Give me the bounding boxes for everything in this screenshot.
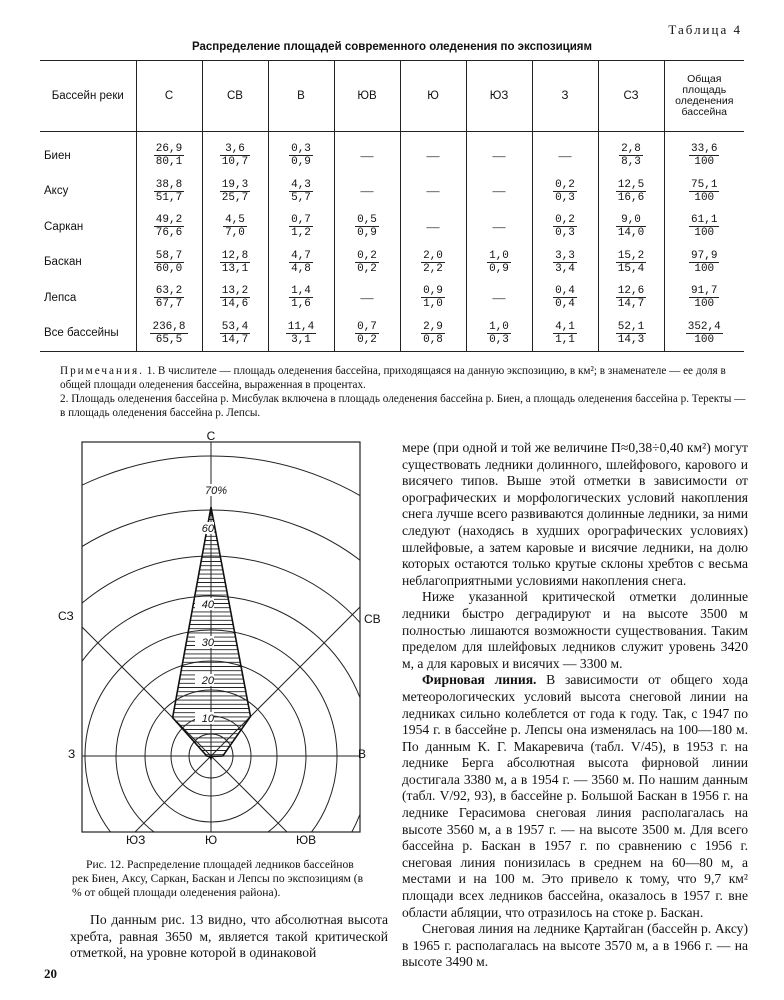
area-percent: 1,6 — [291, 298, 311, 311]
area-fraction — [421, 250, 445, 275]
area-percent: 0,8 — [423, 333, 443, 346]
paragraph-critical-level: мере (при одной и той же величине П≈0,38÷0,40 км²) могут существовать ледники долинного, шлейфового, карового и висячего типов. Выше этой отметки в зависимости от орографических и морфологических условий накопления снега лучше всего развиваются долинные ледники, за ними следуют (находясь в худших орографических условиях) шлейфовые, а затем каровые и висячие ледники, на долю которых остаются только крутые склоны хребтов с весьма неблагоприятными условиями накопления снега. — [402, 440, 748, 588]
area-fraction — [154, 285, 184, 310]
area-percent: 0,2 — [357, 333, 377, 346]
left-column — [70, 912, 388, 962]
note-2-text: 2. Площадь оледенения бассейна р. Мисбулак включена в площадь оледенения бассейна р. Биен, а площадь оледенения бассейна р. Теректы — в площадь оледенения бассейна р. Лепсы. — [60, 393, 746, 419]
column-header: Бассейн реки — [40, 61, 136, 132]
table-cell — [466, 132, 532, 174]
area-fraction — [154, 179, 184, 204]
table-cell — [400, 174, 466, 210]
area-fraction — [553, 250, 577, 275]
table-note-2 — [60, 392, 750, 420]
area-km2: 53,4 — [221, 320, 249, 333]
area-fraction — [289, 285, 313, 310]
area-percent: 80,1 — [155, 156, 183, 169]
table-cell — [598, 174, 664, 210]
area-fraction — [355, 214, 379, 239]
area-km2: 4,3 — [291, 178, 311, 191]
basin-name: Лепса — [44, 291, 77, 304]
area-percent: 4,8 — [291, 262, 311, 275]
table-cell — [202, 280, 268, 316]
area-km2: 3,6 — [220, 143, 250, 156]
ring-label: 70% — [205, 485, 228, 497]
table-cell — [202, 174, 268, 210]
table-cell — [400, 132, 466, 174]
area-fraction — [150, 321, 187, 346]
area-percent: 100 — [694, 156, 715, 169]
area-km2: 0,7 — [291, 214, 311, 227]
area-km2: 97,9 — [691, 249, 718, 262]
area-km2: 0,2 — [555, 214, 575, 227]
empty-cell-dash: — — [492, 218, 506, 234]
area-km2: 4,1 — [555, 320, 575, 333]
area-km2: 4,5 — [225, 214, 245, 227]
table-cell — [664, 174, 744, 210]
area-percent: 3,1 — [291, 333, 311, 346]
area-percent: 0,9 — [291, 156, 311, 169]
area-km2: 49,2 — [155, 214, 183, 227]
area-fraction — [553, 285, 577, 310]
ring-label: 10 — [201, 713, 214, 725]
firn-line-text: В зависимости от общего хода метеорологических условий высота снеговой линии на ледниках сильно колеблется от года к году. Так, с 1947 по 1954 г. в бассейне р. Лепсы она изменялась на 100—180 м. По данным К. Г. Макаревича (табл. V/45), в 1953 г. на леднике Берга абсолютная высота фирновой линии достигала 3380 м, а в 1954 г. — 3560 м. По нашим данным (табл. V/92, 93), в бассейне р. Большой Баскан в 1956 г. на леднике Герасимова снеговая линия располагалась на высоте 3560 м, а в 1957 г. — на высоте 3500 м. Для всего бассейна р. Баскан в 1957 г. по сравнению с 1956 г. снеговая линия понизилась в среднем на 60—80 м, а местами и на 100 м. Это привело к тому, что 9,7 км² площади всех ледников бассейна, оказалось в 1957 г. вне области абляции, что отразилось на стоке р. Баскан. — [402, 672, 748, 920]
area-km2: 38,8 — [155, 178, 183, 191]
table-title: Распределение площадей современного оледенения по экспозициям — [191, 41, 592, 53]
table-note-1 — [60, 364, 750, 392]
table-row — [40, 209, 744, 245]
area-km2: 52,1 — [617, 320, 645, 333]
table-cell — [400, 280, 466, 316]
area-fraction — [220, 179, 250, 204]
area-km2: 63,2 — [155, 285, 183, 298]
area-percent: 25,7 — [221, 191, 249, 204]
table-cell — [466, 209, 532, 245]
area-fraction — [553, 179, 577, 204]
area-fraction — [286, 321, 316, 346]
area-km2: 0,3 — [291, 143, 311, 156]
table-cell — [598, 132, 664, 174]
column-header: С — [136, 61, 202, 132]
right-column — [402, 440, 748, 971]
table-cell — [268, 316, 334, 352]
area-km2: 0,7 — [357, 320, 377, 333]
figure-caption: Рис. 12. Распределение площадей ледников бассейнов рек Биен, Аксу, Саркан, Баскан и Лепсы по экспозициям (в % от общей площади оледенения района). — [72, 858, 364, 899]
page-number: 20 — [44, 966, 57, 981]
area-percent: 7,0 — [225, 227, 245, 240]
column-header: СЗ — [598, 61, 664, 132]
empty-cell-dash: — — [360, 147, 374, 163]
area-percent: 100 — [694, 227, 715, 240]
area-percent: 0,2 — [357, 262, 377, 275]
area-km2: 33,6 — [691, 143, 718, 156]
column-header: ЮЗ — [466, 61, 532, 132]
area-km2: 19,3 — [221, 178, 249, 191]
empty-cell-dash: — — [360, 183, 374, 199]
table-cell — [664, 316, 744, 352]
area-percent: 60,0 — [155, 262, 183, 275]
table-cell — [268, 209, 334, 245]
area-km2: 3,3 — [555, 249, 575, 262]
table-cell — [202, 316, 268, 352]
area-fraction — [686, 321, 723, 346]
area-km2: 2,9 — [423, 320, 443, 333]
basin-name: Баскан — [44, 256, 82, 269]
area-km2: 12,6 — [617, 285, 645, 298]
table-cell — [268, 280, 334, 316]
table-cell — [466, 245, 532, 281]
table-cell — [136, 316, 202, 352]
area-km2: 0,9 — [423, 285, 443, 298]
paragraph-kartaigan: Снеговая линия на леднике Қартайган (бассейн р. Аксу) в 1965 г. располагалась на высоте 3570 м, а в 1966 г. — на высоте 3490 м. — [402, 921, 748, 970]
area-km2: 58,7 — [155, 249, 183, 262]
area-fraction — [289, 143, 313, 168]
table-cell — [532, 245, 598, 281]
area-percent: 67,7 — [155, 298, 183, 311]
area-fraction — [616, 285, 646, 310]
table-cell — [466, 316, 532, 352]
area-fraction — [154, 143, 184, 168]
table-cell — [334, 245, 400, 281]
area-fraction — [154, 250, 184, 275]
ring-label: 30 — [201, 637, 214, 649]
area-percent: 65,5 — [155, 333, 183, 346]
area-fraction — [355, 321, 379, 346]
dir-label-n: С — [206, 429, 216, 443]
area-percent: 14,0 — [617, 227, 645, 240]
area-km2: 1,0 — [489, 320, 509, 333]
table-cell — [664, 132, 744, 174]
table-cell — [532, 316, 598, 352]
table-cell — [598, 245, 664, 281]
dir-label-ne: СВ — [364, 612, 381, 626]
column-header: В — [268, 61, 334, 132]
basin-name: Саркан — [44, 220, 84, 233]
area-km2: 91,7 — [691, 285, 718, 298]
area-fraction — [689, 250, 719, 275]
empty-cell-dash: — — [360, 289, 374, 305]
column-header: ЮВ — [334, 61, 400, 132]
area-km2: 352,4 — [687, 320, 721, 333]
area-percent: 8,3 — [621, 156, 641, 169]
column-header: Общая площадь оледенения бассейна — [664, 61, 744, 132]
area-km2: 4,7 — [291, 249, 311, 262]
dir-label-s: Ю — [204, 833, 218, 847]
notes-label: Примечания. — [60, 365, 144, 377]
dir-label-e: В — [358, 747, 367, 761]
area-percent: 100 — [694, 262, 715, 275]
column-header: СВ — [202, 61, 268, 132]
area-fraction — [289, 179, 313, 204]
table-cell — [202, 132, 268, 174]
area-km2: 13,2 — [221, 285, 249, 298]
paragraph-degradation: Ниже указанной критической отметки долинные ледники быстро деградируют и на высоте 3500 м полностью лишаются возможности существования. Таким пределом для шлейфовых ледников служит уровень 3420 м, а для каровых и висячих — 3300 м. — [402, 589, 748, 671]
empty-cell-dash: — — [492, 147, 506, 163]
area-percent: 1,1 — [555, 333, 575, 346]
area-km2: 0,2 — [555, 178, 575, 191]
area-km2: 9,0 — [616, 214, 646, 227]
paragraph-firn-line — [402, 672, 748, 921]
empty-cell-dash: — — [492, 183, 506, 199]
empty-cell-dash: — — [426, 183, 440, 199]
area-percent: 0,9 — [489, 262, 509, 275]
area-fraction — [223, 214, 247, 239]
area-km2: 0,4 — [555, 285, 575, 298]
table-cell — [136, 132, 202, 174]
area-percent: 14,7 — [221, 333, 249, 346]
basin-name: Аксу — [44, 185, 69, 198]
area-percent: 16,6 — [617, 191, 645, 204]
area-km2: 11,4 — [287, 320, 315, 333]
area-percent: 0,9 — [357, 227, 377, 240]
area-fraction — [421, 321, 445, 346]
area-percent: 14,7 — [617, 298, 645, 311]
area-fraction — [487, 250, 511, 275]
table-cell — [268, 132, 334, 174]
table-label: Таблица 4 — [668, 22, 742, 37]
exposure-diagram — [58, 429, 381, 848]
table-row — [40, 132, 744, 174]
basin-name: Биен — [44, 149, 71, 162]
area-percent: 0,3 — [555, 191, 575, 204]
table-cell — [532, 132, 598, 174]
table-cell — [400, 209, 466, 245]
table-row — [40, 280, 744, 316]
area-km2: 75,1 — [691, 178, 718, 191]
paragraph-fig13: По данным рис. 13 видно, что абсолютная высота хребта, равная 3650 м, является такой критической отметкой, на уровне которой в одинаковой — [70, 912, 388, 961]
area-percent: 76,6 — [155, 227, 183, 240]
area-km2: 15,2 — [617, 249, 645, 262]
area-km2: 2,8 — [621, 143, 641, 156]
table-cell — [664, 209, 744, 245]
area-percent: 5,7 — [291, 191, 311, 204]
area-km2: 61,1 — [691, 214, 718, 227]
table-cell — [466, 174, 532, 210]
area-km2: 236,8 — [152, 320, 186, 333]
area-percent: 0,4 — [555, 298, 575, 311]
dir-label-se: ЮВ — [296, 833, 317, 847]
table-cell — [334, 280, 400, 316]
area-fraction — [421, 285, 445, 310]
basin-name: Все бассейны — [40, 316, 136, 352]
area-fraction — [553, 321, 577, 346]
table-cell — [136, 209, 202, 245]
empty-cell-dash: — — [492, 289, 506, 305]
area-fraction — [689, 214, 719, 239]
area-percent: 0,3 — [489, 333, 509, 346]
table-cell — [334, 209, 400, 245]
area-percent: 2,2 — [423, 262, 443, 275]
area-fraction — [689, 179, 719, 204]
area-percent: 51,7 — [155, 191, 183, 204]
table-cell — [202, 209, 268, 245]
ring-label: 20 — [201, 675, 214, 687]
table-cell — [202, 245, 268, 281]
table-cell — [400, 245, 466, 281]
area-fraction — [355, 250, 379, 275]
area-fraction — [154, 214, 184, 239]
area-percent: 14,6 — [221, 298, 249, 311]
area-km2: 12,8 — [221, 249, 249, 262]
empty-cell-dash: — — [426, 147, 440, 163]
ring-label: 60 — [201, 523, 214, 535]
area-fraction — [220, 250, 250, 275]
table-cell — [466, 280, 532, 316]
area-percent: 10,7 — [221, 156, 249, 169]
table-cell — [136, 280, 202, 316]
table-row — [40, 174, 744, 210]
table-cell — [136, 245, 202, 281]
empty-cell-dash: — — [426, 218, 440, 234]
area-fraction — [553, 214, 577, 239]
table-cell — [532, 174, 598, 210]
area-fraction — [689, 143, 719, 168]
area-km2: 0,2 — [357, 249, 377, 262]
table-cell — [664, 245, 744, 281]
area-fraction — [220, 321, 250, 346]
table-cell — [598, 280, 664, 316]
table-cell — [334, 174, 400, 210]
dir-label-nw: СЗ — [58, 609, 74, 623]
area-km2: 0,5 — [357, 214, 377, 227]
area-fraction — [619, 143, 643, 168]
table-cell — [334, 316, 400, 352]
column-header: З — [532, 61, 598, 132]
area-percent: 13,1 — [221, 262, 249, 275]
area-percent: 100 — [694, 333, 715, 346]
area-percent: 0,3 — [555, 227, 575, 240]
area-percent: 100 — [694, 191, 715, 204]
area-percent: 1,2 — [291, 227, 311, 240]
area-percent: 14,3 — [617, 333, 645, 346]
area-fraction — [616, 214, 646, 239]
table-row — [40, 316, 744, 352]
table-cell — [664, 280, 744, 316]
area-km2: 2,0 — [423, 249, 443, 262]
table-cell — [334, 132, 400, 174]
table-cell — [268, 174, 334, 210]
area-percent: 100 — [694, 298, 715, 311]
exposure-table — [40, 60, 744, 352]
area-km2: 26,9 — [155, 143, 183, 156]
area-fraction — [616, 250, 646, 275]
area-percent: 15,4 — [617, 262, 645, 275]
dir-label-sw: ЮЗ — [126, 833, 146, 847]
note-1-text: 1. В числителе — площадь оледенения бассейна, приходящаяся на данную экспозицию, в км²; в знаменателе — ее доля в общей площади оледенения бассейна, выраженная в процентах. — [60, 365, 726, 391]
area-percent: 3,4 — [555, 262, 575, 275]
dir-label-w: З — [68, 747, 76, 761]
area-fraction — [616, 179, 646, 204]
area-km2: 1,0 — [489, 249, 509, 262]
area-km2: 1,4 — [291, 285, 311, 298]
firn-line-heading: Фирновая линия. — [422, 672, 537, 688]
empty-cell-dash: — — [558, 147, 572, 163]
table-cell — [598, 316, 664, 352]
area-fraction — [689, 285, 719, 310]
table-cell — [268, 245, 334, 281]
table-cell — [400, 316, 466, 352]
area-km2: 12,5 — [617, 178, 645, 191]
area-fraction — [289, 250, 313, 275]
area-fraction — [220, 143, 250, 168]
table-cell — [136, 174, 202, 210]
table-row — [40, 245, 744, 281]
table-cell — [598, 209, 664, 245]
area-fraction — [487, 321, 511, 346]
area-fraction — [220, 285, 250, 310]
area-fraction — [616, 321, 646, 346]
column-header: Ю — [400, 61, 466, 132]
table-cell — [532, 280, 598, 316]
table-cell — [532, 209, 598, 245]
area-fraction — [289, 214, 313, 239]
area-percent: 1,0 — [423, 298, 443, 311]
ring-label: 40 — [201, 599, 214, 611]
